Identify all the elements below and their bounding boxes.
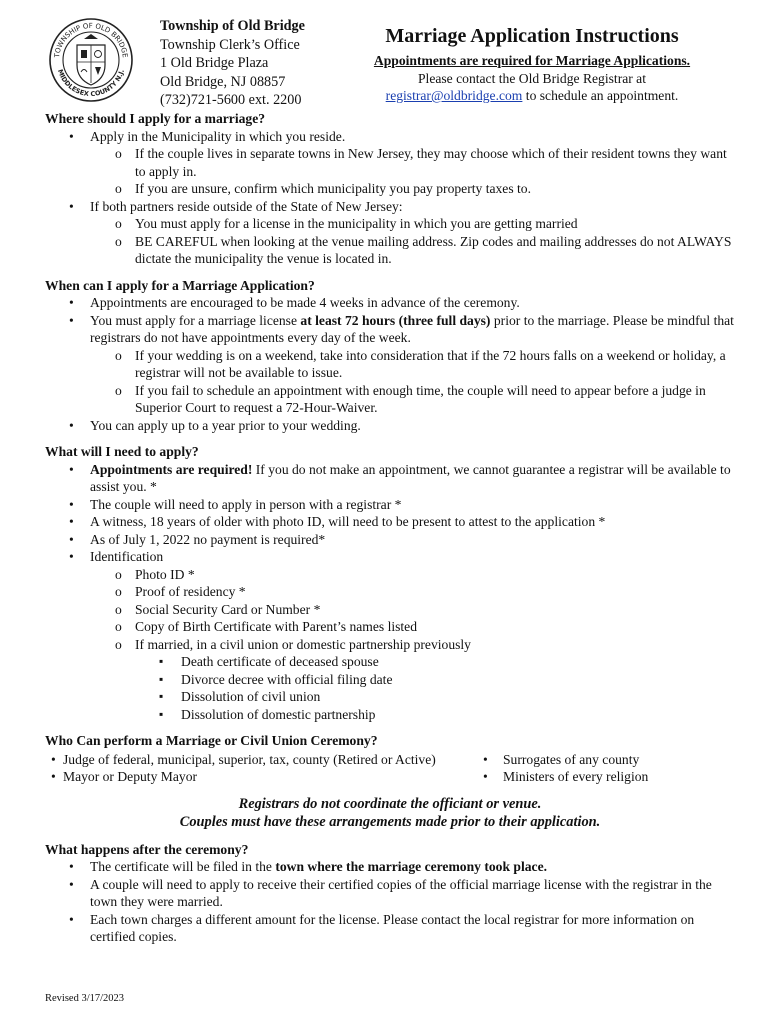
instructions-body [45,110,735,955]
list-item-text: The certificate will be filed in the [90,859,276,874]
section-when [45,277,735,435]
list-item: o Copy of Birth Certificate with Parent’s names listed [45,618,735,636]
list-item-text: prior to the marriage. Please be mindful that registrars do not have appointments every day of the week. [90,312,734,345]
list-item: • Judge of federal, municipal, superior, tax, county (Retired or Active) [51,751,481,769]
list-item-text: If married, in a civil union or domestic partnership previously [135,636,471,652]
list-item: • You can apply up to a year prior to your wedding. [45,417,735,435]
page-title: Marriage Application Instructions [385,25,679,47]
list-item: o If the couple lives in separate towns in New Jersey, they may choose which of their resident towns they want to apply in. [45,145,735,180]
list-item-text: If both partners reside outside of the State of New Jersey: [90,198,403,214]
list-item-text: Apply in the Municipality in which you reside. [90,128,346,144]
seal-top-text: TOWNSHIP OF OLD BRIDGE [53,21,129,59]
list-item [45,198,735,268]
emphasis-text: town where the marriage ceremony took place. [275,859,548,874]
list-item [45,128,735,198]
phone-number: (732)721-5600 ext. 2200 [160,92,302,108]
address-line-2: Old Bridge, NJ 08857 [160,73,286,90]
list-item: • As of July 1, 2022 no payment is required* [45,531,735,549]
list-item: ▪ Divorce decree with official filing date [45,671,735,689]
list-item: • Each town charges a different amount for the license. Please contact the local registrar for more information on certified copies. [45,911,735,946]
section-title: When can I apply for a Marriage Application? [45,277,315,293]
officiant-columns [45,751,735,791]
list-item: o Proof of residency * [45,583,735,601]
list-item: ▪ Dissolution of domestic partnership [45,706,735,724]
email-line [352,87,712,105]
list-item: o BE CAREFUL when looking at the venue mailing address. Zip codes and mailing addresses do not ALWAYS dictate the municipality the venue is located in. [45,233,735,268]
section-after [45,841,735,946]
schedule-text: to schedule an appointment. [522,88,679,103]
list-item: o If you fail to schedule an appointment with enough time, the couple will need to appear before a judge in Superior Court to request a 72-Hour-Waiver. [45,382,735,417]
list-item: o If you are unsure, confirm which municipality you pay property taxes to. [45,180,735,198]
appointments-required-notice: Appointments are required for Marriage Applications. [373,53,691,68]
section-what [45,443,735,723]
office-name: Township Clerk’s Office [160,36,300,53]
list-item: o Social Security Card or Number * [45,601,735,619]
list-item [45,636,735,724]
section-title: Where should I apply for a marriage? [45,111,266,126]
section-where [45,110,735,268]
note-line-1: Registrars do not coordinate the officiant or venue. [238,795,542,812]
officiant-column-left [51,751,481,786]
list-item: • The couple will need to apply in person with a registrar * [45,496,735,514]
address-line-1: 1 Old Bridge Plaza [160,55,269,71]
list-item: • Surrogates of any county [483,751,743,769]
arrangements-note [45,795,735,831]
list-item: o Photo ID * [45,566,735,584]
list-item: • A witness, 18 years of older with photo ID, will need to be present to attest to the application * [45,513,735,531]
list-item [45,312,735,417]
office-address-block [160,17,305,110]
list-item [45,858,735,876]
list-item-text: If you do not make an appointment, we cannot guarantee a registrar will be available to assist you. * [90,461,731,494]
list-item: • Ministers of every religion [483,768,743,786]
section-title: What will I need to apply? [45,444,199,459]
list-item: • Mayor or Deputy Mayor [51,768,481,786]
section-title: Who Can perform a Marriage or Civil Union Ceremony? [45,733,378,748]
list-item [45,461,735,496]
list-item [45,548,735,723]
registrar-email-link[interactable]: registrar@oldbridge.com [385,88,523,103]
title-block [352,22,712,105]
org-name: Township of Old Bridge [160,18,305,34]
list-item: ▪ Death certificate of deceased spouse [45,653,735,671]
list-item-text: Identification [90,549,164,564]
list-item: o If your wedding is on a weekend, take into consideration that if the 72 hours falls on a weekend or holiday, a registrar will not be available to issue. [45,347,735,382]
emphasis-text: at least 72 hours (three full days) [300,312,491,328]
list-item: o You must apply for a license in the municipality in which you are getting married [45,215,735,233]
section-title: What happens after the ceremony? [45,841,249,857]
emphasis-text: Appointments are required! [90,461,253,477]
contact-line: Please contact the Old Bridge Registrar at [417,70,646,86]
list-item-text: You must apply for a marriage license [90,312,301,328]
revised-date: Revised 3/17/2023 [45,993,125,1004]
township-seal [48,17,134,103]
section-who [45,732,735,831]
seal-bottom-text: MIDDLESEX COUNTY N.J. [55,68,126,99]
note-line-2: Couples must have these arrangements made prior to their application. [179,813,601,830]
list-item: • A couple will need to apply to receive their certified copies of the official marriage license with the registrar in the town they were married. [45,876,735,911]
list-item: • Appointments are encouraged to be made 4 weeks in advance of the ceremony. [45,294,735,312]
list-item: ▪ Dissolution of civil union [45,688,735,706]
officiant-column-right [483,751,743,786]
